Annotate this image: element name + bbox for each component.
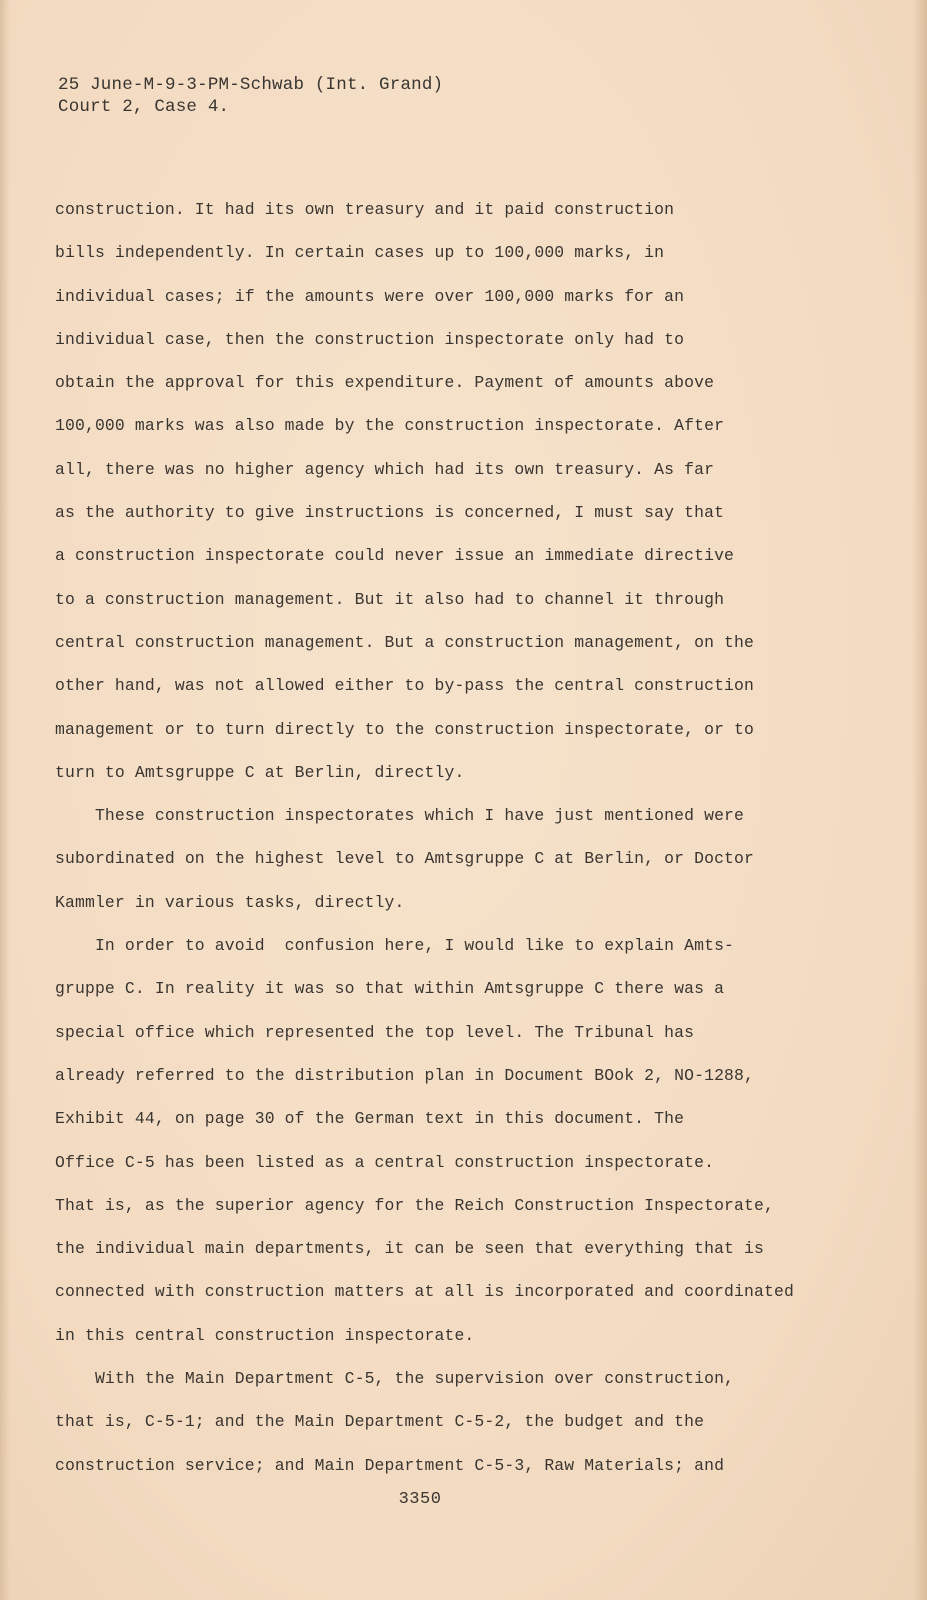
page-number: 3350 [398,1490,442,1509]
text-line: These construction inspectorates which I have just mentioned were [55,806,745,826]
text-line: With the Main Department C-5, the supervision over construction, [55,1369,735,1389]
text-line: in this central construction inspectorate. [55,1325,475,1345]
text-line: construction. It had its own treasury and it paid construction [55,200,675,219]
text-line: Office C-5 has been listed as a central construction inspectorate. [55,1152,715,1172]
text-line: subordinated on the highest level to Amtsgruppe C at Berlin, or Doctor [55,849,755,869]
transcript-body [55,198,885,1497]
text-line: individual cases; if the amounts were over 100,000 marks for an [55,286,685,306]
text-line: That is, as the superior agency for the Reich Construction Inspectorate, [55,1195,774,1215]
text-line: to a construction management. But it also had to channel it through [55,589,725,609]
header-line-court: Court 2, Case 4. [58,97,230,117]
header-line-session: 25 June-M-9-3-PM-Schwab (Int. Grand) [58,75,444,95]
text-line: Kammler in various tasks, directly. [55,892,405,912]
text-line: already referred to the distribution plan in Document BOok 2, NO-1288, [55,1065,755,1085]
text-line: central construction management. But a construction management, on the [55,632,755,652]
paper-edge-right [913,0,927,1600]
text-line: special office which represented the top level. The Tribunal has [55,1022,695,1042]
text-line: gruppe C. In reality it was so that within Amtsgruppe C there was a [55,979,725,999]
text-line: turn to Amtsgruppe C at Berlin, directly. [55,762,465,782]
text-line: obtain the approval for this expenditure. Payment of amounts above [55,373,715,393]
text-line: other hand, was not allowed either to by-pass the central construction [55,676,755,696]
text-line: bills independently. In certain cases up to 100,000 marks, in [55,243,665,263]
text-line: construction service; and Main Department C-5-3, Raw Materials; and [55,1455,725,1475]
text-line: individual case, then the construction inspectorate only had to [55,329,685,349]
text-line: 100,000 marks was also made by the construction inspectorate. After [55,416,725,436]
text-line: connected with construction matters at all is incorporated and coordinated [55,1282,794,1302]
text-line: a construction inspectorate could never issue an immediate directive [55,546,735,566]
text-line: management or to turn directly to the construction inspectorate, or to [55,719,755,739]
text-line: that is, C-5-1; and the Main Department C-5-2, the budget and the [55,1412,705,1432]
paper-edge-left [0,0,10,1600]
text-line: the individual main departments, it can be seen that everything that is [55,1239,765,1259]
text-line: as the authority to give instructions is concerned, I must say that [55,503,725,523]
text-line: all, there was no higher agency which had its own treasury. As far [55,459,715,479]
document-header [58,74,443,118]
text-line: In order to avoid confusion here, I would like to explain Amts- [55,936,735,956]
text-line: Exhibit 44, on page 30 of the German text in this document. The [55,1109,685,1129]
